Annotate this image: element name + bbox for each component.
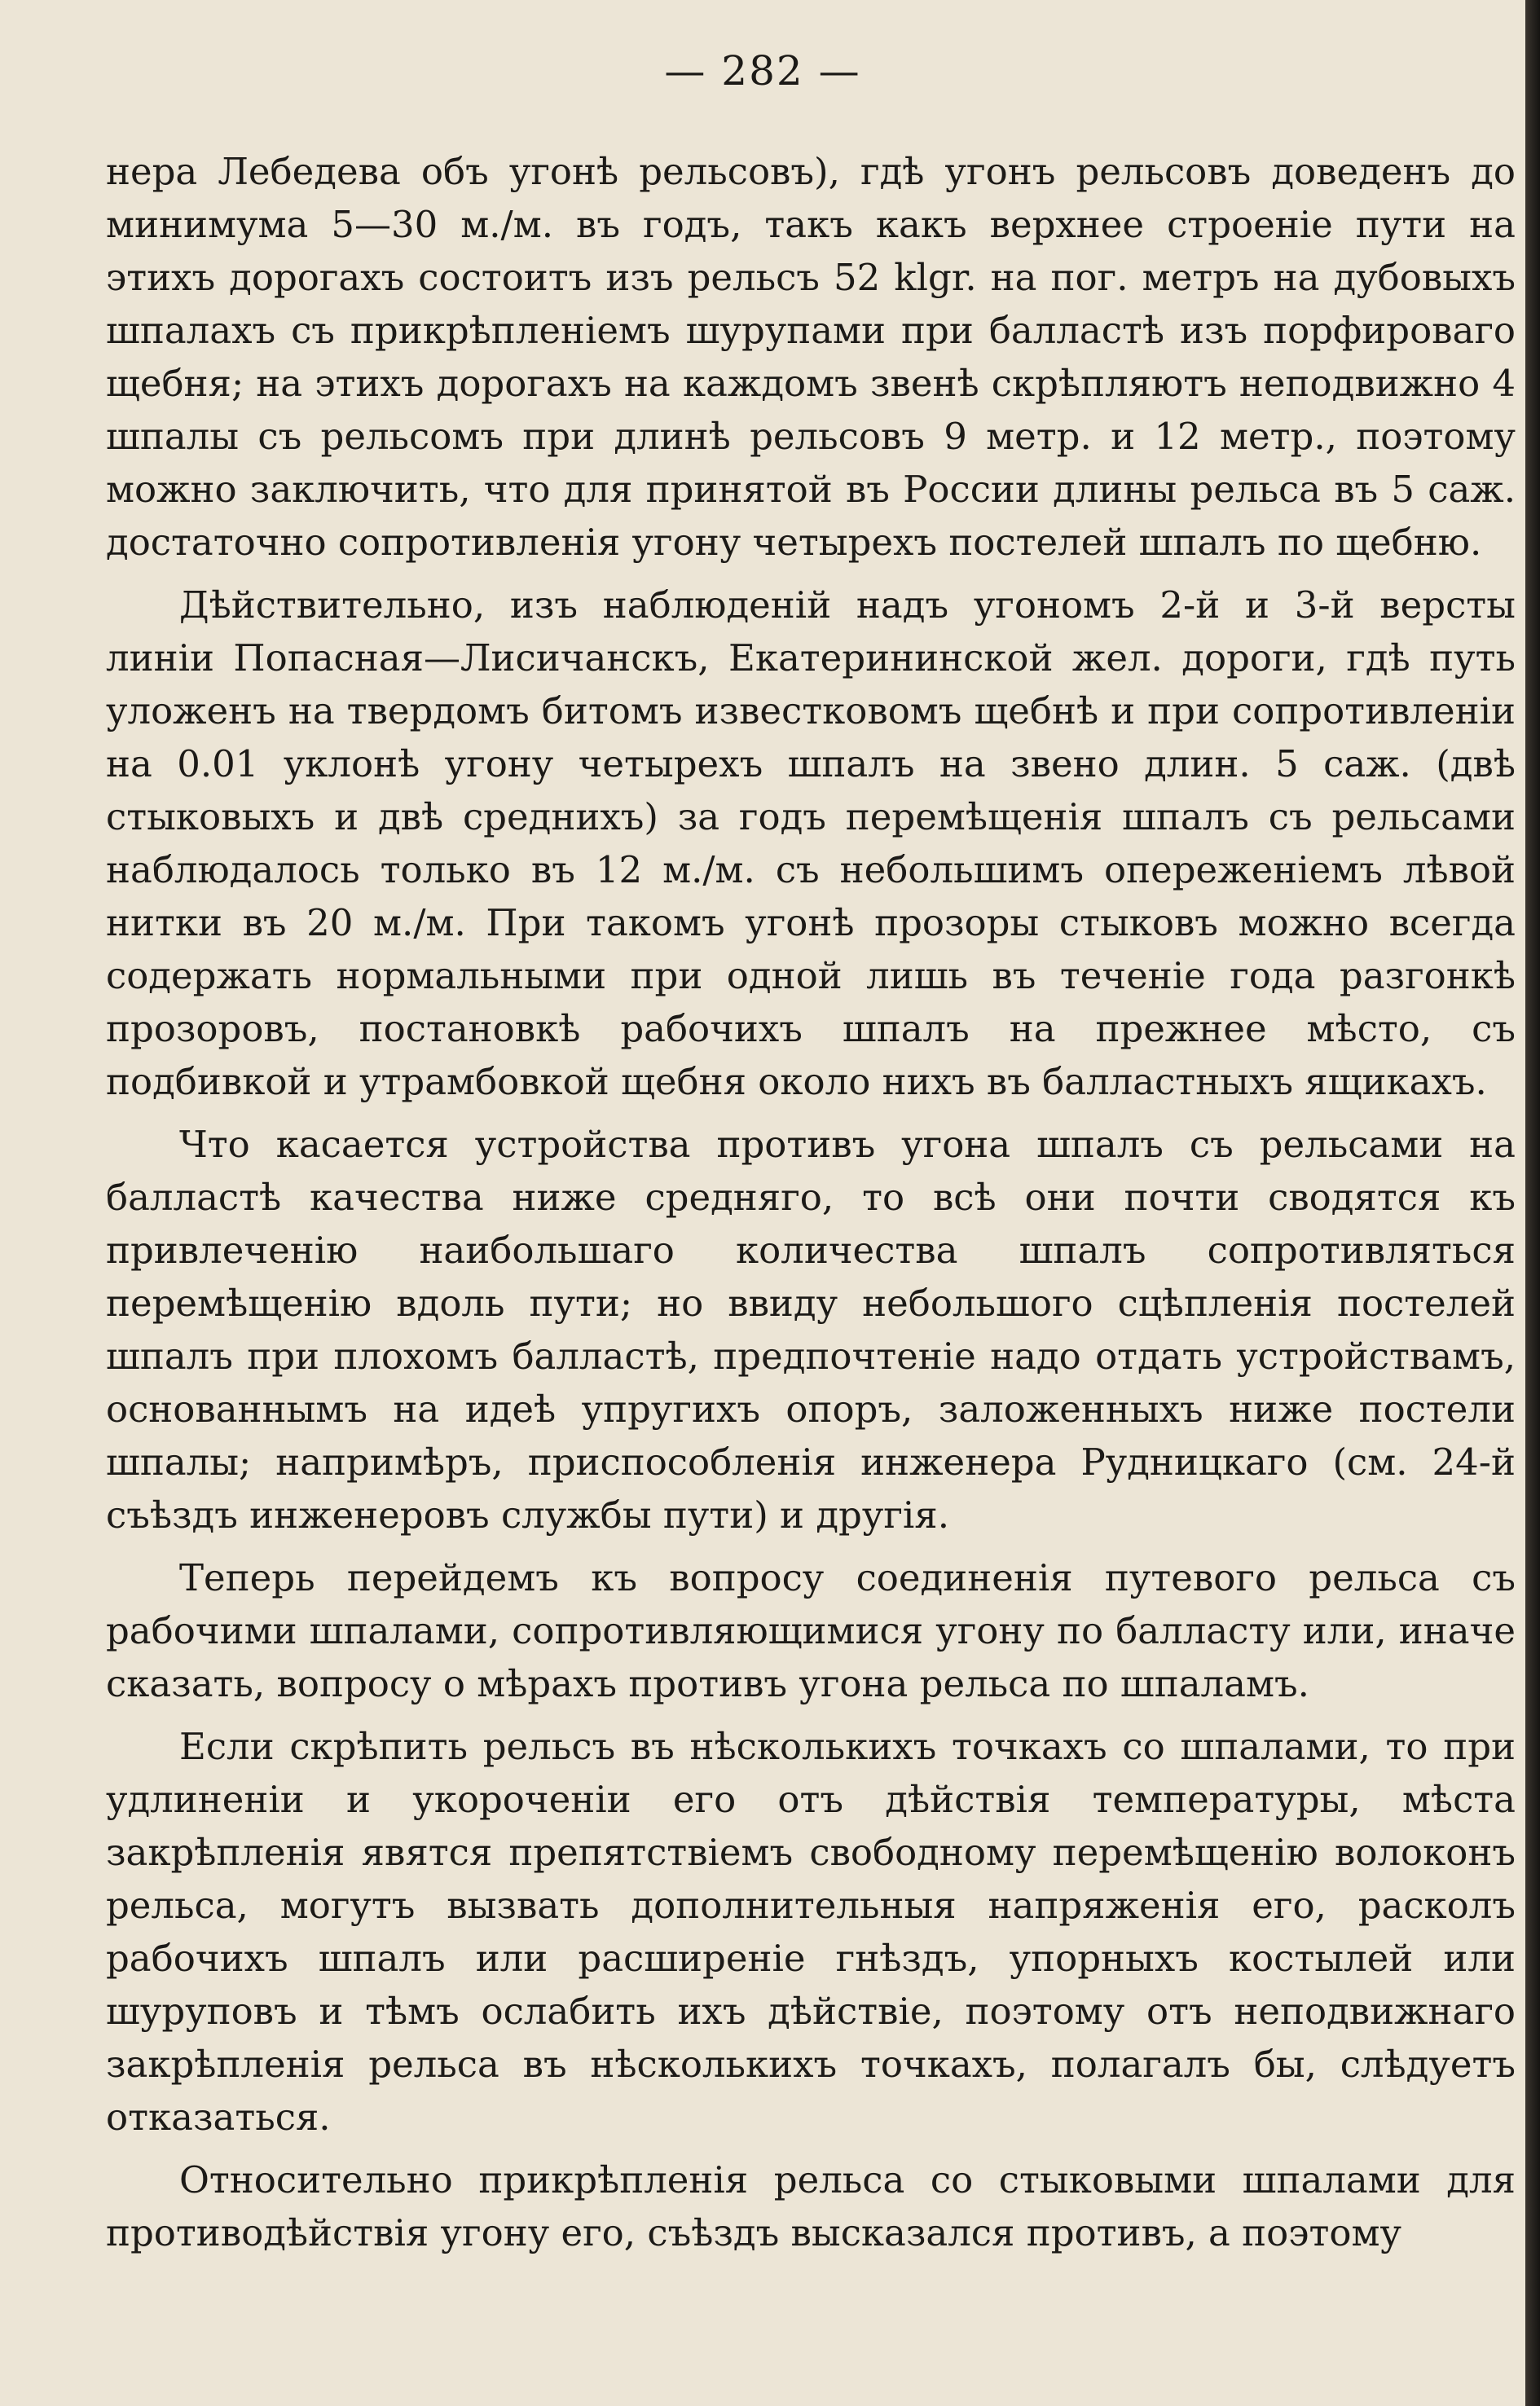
paragraph: Дѣйствительно, изъ наблюденій надъ угономъ 2-й и 3-й версты линіи Попасная—Лисичанскъ, Екатерининской жел. дороги, гдѣ путь уложенъ на твердомъ битомъ известковомъ щебнѣ и при сопротивленіи на 0.01 уклонѣ угону четырехъ шпалъ на звено длин. 5 саж. (двѣ стыковыхъ и двѣ среднихъ) за годъ перемѣщенія шпалъ съ рельсами наблюдалось только въ 12 м./м. съ небольшимъ опереженіемъ лѣвой нитки въ 20 м./м. При такомъ угонѣ прозоры стыковъ можно всегда содержать нормальными при одной лишь въ теченіе года разгонкѣ прозоровъ, постановкѣ рабочихъ шпалъ на прежнее мѣсто, съ подбивкой и утрамбовкой щебня около нихъ въ балластныхъ ящикахъ. (106, 583, 1516, 1103)
paragraph: нера Лебедева объ угонѣ рельсовъ), гдѣ угонъ рельсовъ доведенъ до минимума 5—30 м./м. въ годъ, такъ какъ верхнее строеніе пути на этихъ дорогахъ состоитъ изъ рельсъ 52 klgr. на пог. метръ на дубовыхъ шпалахъ съ прикрѣпленіемъ шурупами при балластѣ изъ порфироваго щебня; на этихъ дорогахъ на каждомъ звенѣ скрѣпляютъ неподвижно 4 шпалы съ рельсомъ при длинѣ рельсовъ 9 метр. и 12 метр., поэтому можно заключить, что для принятой въ России длины рельса въ 5 саж. достаточно сопротивленія угону четырехъ постелей шпалъ по щебню. (106, 150, 1516, 564)
body-text (106, 145, 1516, 2259)
paragraph: Что касается устройства противъ угона шпалъ съ рельсами на балластѣ качества ниже средняго, то всѣ они почти сводятся къ привлеченію наибольшаго количества шпалъ сопротивляться перемѣщенію вдоль пути; но ввиду небольшого сцѣпленія постелей шпалъ при плохомъ балластѣ, предпочтеніе надо отдать устройствамъ, основаннымъ на идеѣ упругихъ опоръ, заложенныхъ ниже постели шпалы; напримѣръ, приспособленія инженера Рудницкаго (см. 24-й съѣздъ инженеровъ службы пути) и другія. (106, 1123, 1516, 1537)
paragraph: Если скрѣпить рельсъ въ нѣсколькихъ точкахъ со шпалами, то при удлиненіи и укороченіи его отъ дѣйствія температуры, мѣста закрѣпленія явятся препятствіемъ свободному перемѣщенію волоконъ рельса, могутъ вызвать дополнительныя напряженія его, расколъ рабочихъ шпалъ или расширеніе гнѣздъ, упорныхъ костылей или шуруповъ и тѣмъ ослабить ихъ дѣйствіе, поэтому отъ неподвижнаго закрѣпленія рельса въ нѣсколькихъ точкахъ, полагалъ бы, слѣдуетъ отказаться. (106, 1725, 1516, 2139)
paragraph: Теперь перейдемъ къ вопросу соединенія путевого рельса съ рабочими шпалами, сопротивляющимися угону по балласту или, иначе сказать, вопросу о мѣрахъ противъ угона рельса по шпаламъ. (106, 1556, 1516, 1705)
page-number: — 282 — (664, 47, 861, 95)
paragraph: Относительно прикрѣпленія рельса со стыковыми шпалами для противодѣйствія угону его, съѣздъ высказался противъ, а поэтому (106, 2158, 1516, 2254)
page-edge-shadow (1525, 0, 1540, 2406)
